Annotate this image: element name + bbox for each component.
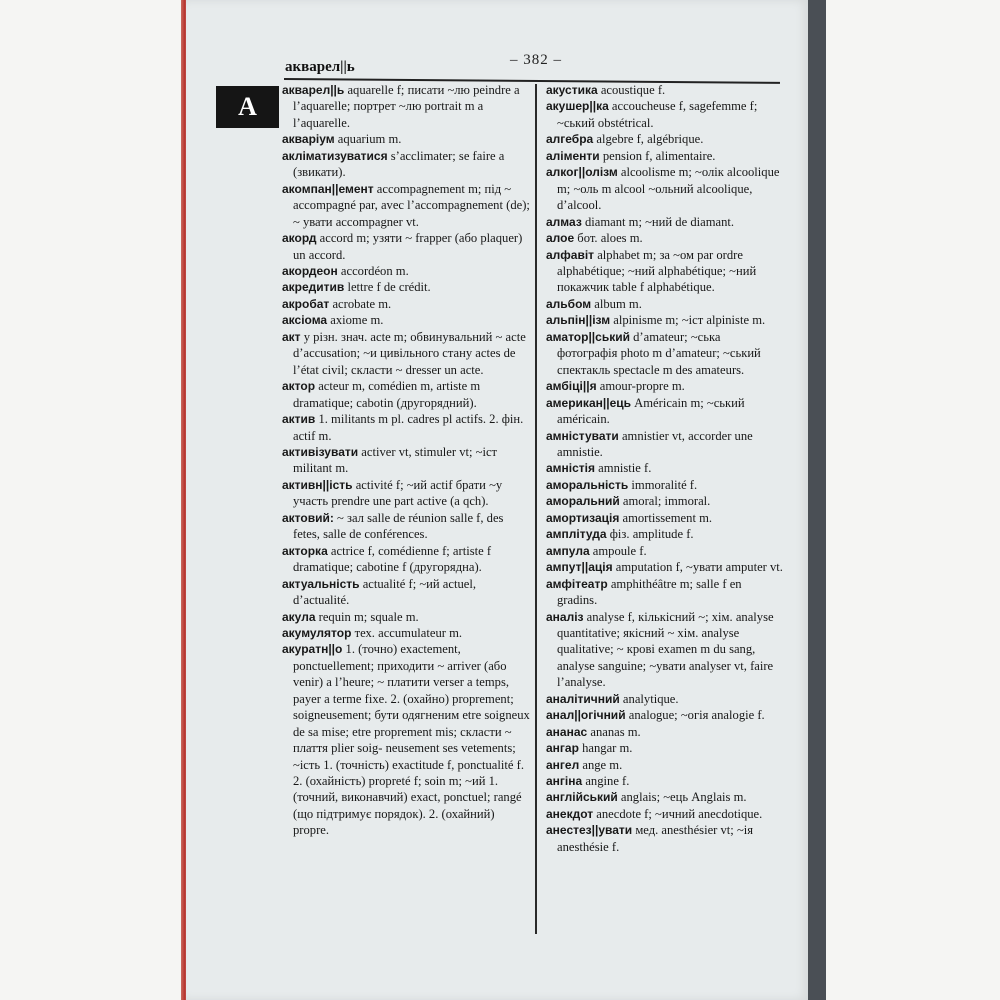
entry-headword: алгебра <box>546 132 594 147</box>
entry-definition: фіз. amplitude f. <box>606 527 694 542</box>
entry-headword: алфавіт <box>546 247 595 262</box>
entry-headword: алмаз <box>546 214 582 229</box>
dictionary-entry <box>546 428 784 461</box>
entry-definition: amnistie f. <box>595 461 652 476</box>
dictionary-entry <box>546 724 784 740</box>
entry-headword: амплітуда <box>546 527 607 542</box>
dictionary-entry <box>546 164 784 213</box>
entry-headword: аксіома <box>282 313 328 328</box>
entry-definition: aquarium m. <box>334 132 402 147</box>
dictionary-entry <box>282 543 532 576</box>
entry-definition: alcoolisme m; ~олік alcoolique m; ~оль m alcool ~ольний alcoolique, d’alcool. <box>557 165 780 213</box>
dictionary-entry <box>546 131 784 147</box>
dictionary-entry <box>282 411 532 444</box>
dictionary-entry <box>282 641 532 838</box>
entry-headword: аморальність <box>546 477 629 492</box>
entry-headword: алког||олізм <box>546 165 618 180</box>
entry-headword: амбіці||я <box>546 379 597 394</box>
entry-headword: актуальність <box>282 576 360 591</box>
dictionary-entry <box>282 279 532 295</box>
entry-definition: у різн. знач. acte m; обвинувальний ~ acte d’accusation; ~и цивільного стану actes de l’état civil; скласти ~ dresser un acte. <box>293 329 526 377</box>
entry-definition: analytique. <box>619 691 679 706</box>
letter-tab: А <box>216 86 279 128</box>
entry-definition: analyse f, кількісний ~; хім. analyse quantitative; якісний ~ хім. analyse qualitative; ~ крові examen m du sang, analyse sanguine; ~увати analyser vt, faire l’analyse. <box>557 609 774 690</box>
entry-headword: акліматизуватися <box>282 148 388 163</box>
dictionary-entry <box>546 806 784 822</box>
dictionary-entry <box>546 789 784 805</box>
dictionary-entry <box>546 247 784 296</box>
dictionary-entry <box>282 609 532 625</box>
entry-definition: ananas m. <box>587 724 641 739</box>
entry-definition: 1. (точно) exactement, ponctuellement; приходити ~ arriver (або venir) a l’heure; ~ платити verser a temps, payer a terme fixe. 2. (охайно) proprement; soigneusement; бути одягненим etre soigneux de sa mise; etre proprement mis; скласти ~ плаття plier soig- neusement ses vetements; ~ість 1. (точність) exactitude f, ponctualité f. 2. (охайність) propreté f; soin m; ~ий 1. (точний, виконавчий) exact, ponctuel; rangé (що підтримує порядок). 2. (охайний) propre. <box>293 642 530 838</box>
entry-definition: ange m. <box>579 757 623 772</box>
dictionary-entry <box>546 460 784 476</box>
right-column <box>546 82 784 855</box>
entry-headword: англійський <box>546 790 618 805</box>
entry-headword: акторка <box>282 543 328 558</box>
dictionary-entry <box>546 609 784 691</box>
entry-headword: американ||ець <box>546 395 632 410</box>
entry-definition: amnistier vt, accorder une amnistie. <box>557 428 753 459</box>
page-number: – 382 – <box>510 52 562 68</box>
entry-headword: акварел||ь <box>282 83 345 97</box>
dictionary-entry <box>282 625 532 641</box>
entry-headword: анекдот <box>546 806 594 821</box>
entry-definition: accordéon m. <box>337 263 409 278</box>
dictionary-entry <box>546 526 784 542</box>
entry-headword: ампула <box>546 543 590 558</box>
entry-definition: тех. accumulateur m. <box>351 625 463 640</box>
dictionary-entry <box>546 230 784 246</box>
entry-headword: ананас <box>546 724 588 739</box>
running-head: акварел||ь <box>285 59 355 75</box>
entry-headword: акула <box>282 609 316 624</box>
entry-definition: angine f. <box>582 774 630 789</box>
dictionary-entry <box>546 559 784 575</box>
entry-headword: акт <box>282 329 301 344</box>
dictionary-entry <box>546 773 784 789</box>
entry-headword: ангіна <box>546 774 583 789</box>
dictionary-entry <box>282 263 532 279</box>
entry-definition: axiome m. <box>327 313 384 328</box>
background-right <box>815 0 1000 1000</box>
dictionary-entry <box>546 214 784 230</box>
dictionary-entry <box>546 822 784 855</box>
entry-definition: accord m; узяти ~ frapper (або plaquer) un accord. <box>293 231 523 262</box>
dictionary-entry <box>546 707 784 723</box>
entry-headword: ампут||ація <box>546 560 613 575</box>
entry-headword: алое <box>546 231 575 246</box>
entry-headword: анал||огічний <box>546 708 626 723</box>
entry-headword: акомпан||емент <box>282 181 374 196</box>
entry-definition: s’acclimater; se faire a (звикати). <box>293 148 505 180</box>
entry-headword: аналіз <box>546 609 584 624</box>
dictionary-entry <box>546 691 784 707</box>
dictionary-entry <box>546 329 784 378</box>
entry-headword: активізувати <box>282 444 359 459</box>
entry-definition: album m. <box>591 296 642 311</box>
entry-headword: акумулятор <box>282 625 352 640</box>
dictionary-entry <box>546 576 784 609</box>
entry-headword: аналітичний <box>546 691 620 706</box>
entry-definition: activité f; ~ий actif брати ~у участь prendre une part active (a qch). <box>293 477 503 509</box>
entry-definition: anecdote f; ~ичний anecdotique. <box>593 806 763 821</box>
entry-headword: акустика <box>546 83 598 97</box>
entry-definition: anglais; ~ець Anglais m. <box>617 790 747 805</box>
entry-headword: актовий: <box>282 510 334 525</box>
entry-definition: accompagnement m; під ~ accompagné par, avec l’accompagnement (de); ~ увати accompagner vt. <box>293 181 530 229</box>
dictionary-entry <box>282 510 532 543</box>
entry-definition: requin m; squale m. <box>315 609 419 624</box>
dictionary-entry <box>546 510 784 526</box>
entry-headword: амністія <box>546 461 596 476</box>
entry-headword: амортизація <box>546 510 620 525</box>
entry-definition: d’amateur; ~ська фотографія photo m d’amateur; ~ський спектакль spectacle m des amateurs. <box>557 329 761 377</box>
entry-definition: actrice f, comédienne f; artiste f dramatique; cabotine f (другорядна). <box>293 543 492 575</box>
entry-definition: бот. aloes m. <box>574 231 643 246</box>
entry-definition: algebre f, algébrique. <box>593 132 704 147</box>
entry-headword: акорд <box>282 231 317 246</box>
entry-definition: pension f, alimentaire. <box>599 148 716 163</box>
entry-definition: ~ зал salle de réunion salle f, des fetes, salle de conférences. <box>293 510 504 542</box>
entry-headword: акушер||ка <box>546 99 609 114</box>
next-page-edge <box>808 0 826 1000</box>
entry-definition: amoral; immoral. <box>619 494 711 509</box>
left-column <box>282 82 532 839</box>
dictionary-entry <box>546 296 784 312</box>
dictionary-entry <box>282 576 532 609</box>
entry-headword: акордеон <box>282 263 338 278</box>
entry-definition: 1. militants m pl. cadres pl actifs. 2. фін. actif m. <box>293 412 524 443</box>
dictionary-entry <box>546 312 784 328</box>
entry-definition: accoucheuse f, sagefemme f; ~ський obstétrical. <box>557 99 758 130</box>
dictionary-entry <box>546 493 784 509</box>
entry-headword: акуратн||о <box>282 642 343 657</box>
entry-definition: acoustique f. <box>597 83 666 97</box>
dictionary-entry <box>546 543 784 559</box>
background-left <box>0 0 185 1000</box>
dictionary-entry <box>282 312 532 328</box>
dictionary-entry <box>546 148 784 164</box>
entry-headword: активн||ість <box>282 477 353 492</box>
dictionary-entry <box>546 98 784 131</box>
dictionary-entry <box>282 181 532 230</box>
entry-headword: акваріум <box>282 132 335 147</box>
entry-definition: Américain m; ~ський américain. <box>557 395 745 427</box>
entry-headword: акробат <box>282 296 330 311</box>
entry-definition: analogue; ~огія analogie f. <box>625 708 765 723</box>
entry-headword: амфітеатр <box>546 576 608 591</box>
entry-definition: amputation f, ~увати amputer vt. <box>612 560 783 575</box>
dictionary-entry <box>546 82 784 98</box>
entry-definition: ampoule f. <box>589 543 647 558</box>
dictionary-entry <box>546 395 784 428</box>
entry-headword: ангар <box>546 741 579 756</box>
entry-headword: аморальний <box>546 494 620 509</box>
entry-definition: diamant m; ~ний de diamant. <box>581 214 735 229</box>
entry-definition: amour-propre m. <box>596 379 685 394</box>
entry-definition: acteur m, comédien m, artiste m dramatique; cabotin (другорядний). <box>293 379 481 410</box>
entry-headword: альпін||ізм <box>546 313 611 328</box>
dictionary-entry <box>282 296 532 312</box>
entry-definition: alphabet m; за ~ом par ordre alphabétique; ~ний alphabétique; ~ний покажчик table f alphabétique. <box>557 247 757 295</box>
entry-definition: immoralité f. <box>628 477 698 492</box>
entry-headword: актив <box>282 412 316 427</box>
entry-definition: actualité f; ~ий actuel, d’actualité. <box>293 576 477 608</box>
entry-definition: aquarelle f; писати ~лю peindre a l’aquarelle; портрет ~лю portrait m a l’aquarelle. <box>293 83 520 130</box>
dictionary-entry <box>282 329 532 378</box>
entry-headword: аліменти <box>546 148 600 163</box>
dictionary-entry <box>546 740 784 756</box>
entry-headword: ангел <box>546 757 580 772</box>
dictionary-entry <box>282 82 532 131</box>
entry-definition: activer vt, stimuler vt; ~іст militant m. <box>293 444 498 476</box>
column-divider <box>535 84 537 934</box>
entry-headword: аматор||ський <box>546 329 630 344</box>
entry-definition: amortissement m. <box>619 510 713 525</box>
entry-headword: амністувати <box>546 428 619 443</box>
dictionary-entry <box>282 378 532 411</box>
dictionary-entry <box>282 148 532 181</box>
dictionary-entry <box>546 757 784 773</box>
dictionary-entry <box>546 477 784 493</box>
entry-definition: lettre f de crédit. <box>344 280 431 295</box>
dictionary-entry <box>282 230 532 263</box>
dictionary-entry <box>282 477 532 510</box>
dictionary-entry <box>282 444 532 477</box>
entry-headword: акредитив <box>282 280 345 295</box>
dictionary-entry <box>546 378 784 394</box>
entry-headword: актор <box>282 379 316 394</box>
entry-headword: анестез||увати <box>546 823 633 838</box>
entry-headword: альбом <box>546 296 592 311</box>
dictionary-entry <box>282 131 532 147</box>
entry-definition: acrobate m. <box>329 296 392 311</box>
entry-definition: hangar m. <box>578 741 633 756</box>
entry-definition: мед. anesthésier vt; ~ія anesthésie f. <box>557 823 754 854</box>
entry-definition: amphithéâtre m; salle f en gradins. <box>557 576 742 608</box>
entry-definition: alpinisme m; ~іст alpiniste m. <box>610 313 766 328</box>
